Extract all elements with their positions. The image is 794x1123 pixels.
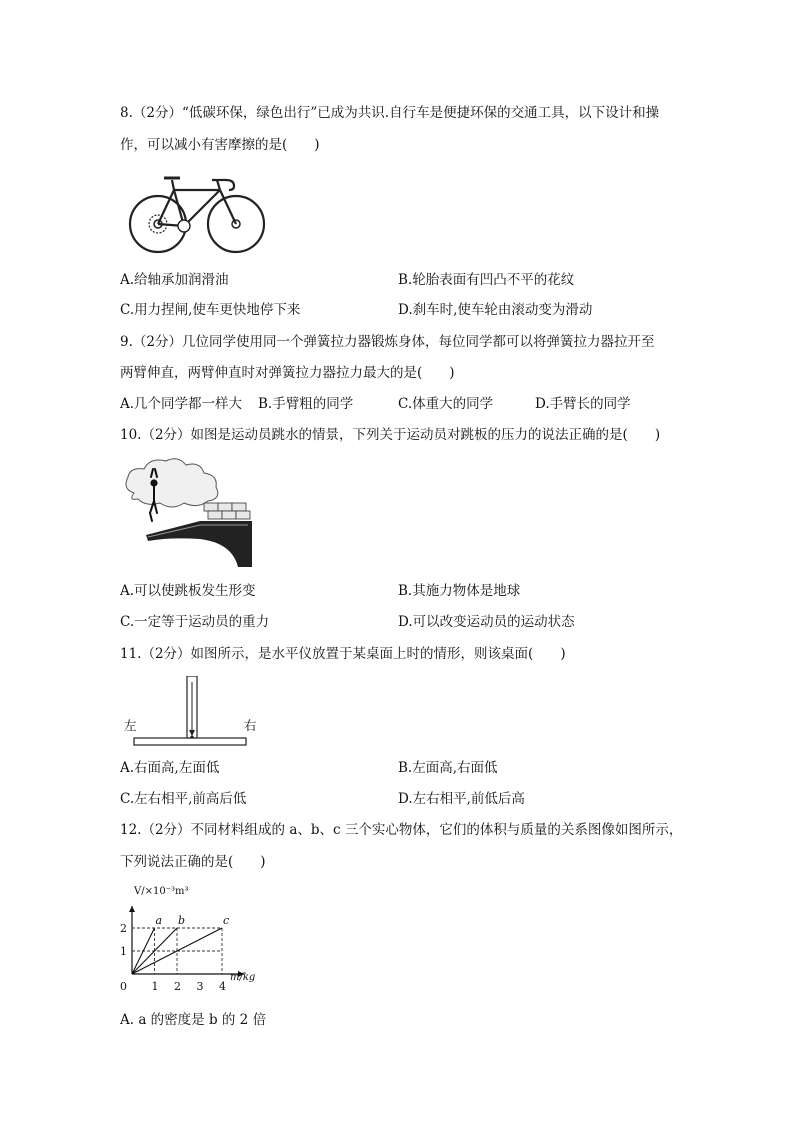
q8-option-d[interactable]: D.刹车时,使车轮由滚动变为滑动: [398, 302, 593, 318]
q9-stem-line1: 9.（2分）几位同学使用同一个弹簧拉力器锻炼身体，每位同学都可以将弹簧拉力器拉开至: [120, 334, 655, 350]
q10-option-c[interactable]: C.一定等于运动员的重力: [120, 614, 270, 630]
series-line-a: [132, 928, 155, 974]
y-tick-label-1: 1: [120, 945, 127, 958]
q8-stem-line1: 8.（2分）“低碳环保，绿色出行”已成为共识.自行车是便捷环保的交通工具，以下设计和操: [120, 105, 660, 121]
volume-mass-chart: [118, 882, 288, 1000]
q9-option-a[interactable]: A.几个同学都一样大: [120, 396, 243, 412]
q8-stem-line2: 作，可以减小有害摩擦的是( ): [120, 137, 320, 153]
q12-stem-line1: 12.（2分）不同材料组成的 a、b、c 三个实心物体，它们的体积与质量的关系图像如图所示，: [120, 822, 683, 838]
q9-stem-line2: 两臂伸直，两臂伸直时对弹簧拉力器拉力最大的是( ): [120, 365, 455, 381]
diving-figure: [120, 455, 254, 567]
y-axis-label: V/×10⁻³m³: [134, 886, 189, 897]
q10-stem-line1: 10.（2分）如图是运动员跳水的情景，下列关于运动员对跳板的压力的说法正确的是( ): [120, 427, 661, 443]
level-right-label: 右: [244, 718, 257, 733]
q11-option-a[interactable]: A.右面高,左面低: [120, 760, 220, 776]
y-tick-label-2: 2: [120, 922, 127, 935]
q11-option-b[interactable]: B.左面高,右面低: [398, 760, 498, 776]
q8-option-b[interactable]: B.轮胎表面有凹凸不平的花纹: [398, 272, 575, 288]
q8-option-a[interactable]: A.给轴承加润滑油: [120, 272, 229, 288]
series-label-b: b: [178, 914, 186, 927]
q9-option-d[interactable]: D.手臂长的同学: [535, 396, 631, 412]
x-tick-label-3: 3: [196, 980, 204, 993]
q9-option-b[interactable]: B.手臂粗的同学: [258, 396, 354, 412]
q12-option-a[interactable]: A. a 的密度是 b 的 2 倍: [120, 1012, 267, 1028]
q12-stem-line2: 下列说法正确的是( ): [120, 854, 266, 870]
level-instrument-figure: [120, 676, 257, 750]
origin-label: 0: [120, 980, 127, 993]
x-tick-label-2: 2: [174, 980, 181, 993]
q11-option-d[interactable]: D.左右相平,前低后高: [398, 791, 525, 807]
q9-option-c[interactable]: C.体重大的同学: [398, 396, 494, 412]
q11-stem-line1: 11.（2分）如图所示，是水平仪放置于某桌面上时的情形，则该桌面( ): [120, 646, 566, 662]
x-tick-label-1: 1: [151, 980, 159, 993]
q8-option-c[interactable]: C.用力捏闸,使车更快地停下来: [120, 302, 301, 318]
level-left-label: 左: [124, 718, 137, 733]
bicycle-figure: [126, 168, 268, 256]
q10-option-d[interactable]: D.可以改变运动员的运动状态: [398, 614, 575, 630]
q10-option-b[interactable]: B.其施力物体是地球: [398, 583, 521, 599]
x-tick-label-4: 4: [219, 980, 226, 993]
series-label-a: a: [155, 914, 163, 927]
q10-option-a[interactable]: A.可以使跳板发生形变: [120, 583, 256, 599]
y-axis-arrow: [129, 906, 135, 912]
series-label-c: c: [223, 914, 230, 927]
x-axis-label: m/kg: [230, 972, 256, 983]
q11-option-c[interactable]: C.左右相平,前高后低: [120, 791, 247, 807]
